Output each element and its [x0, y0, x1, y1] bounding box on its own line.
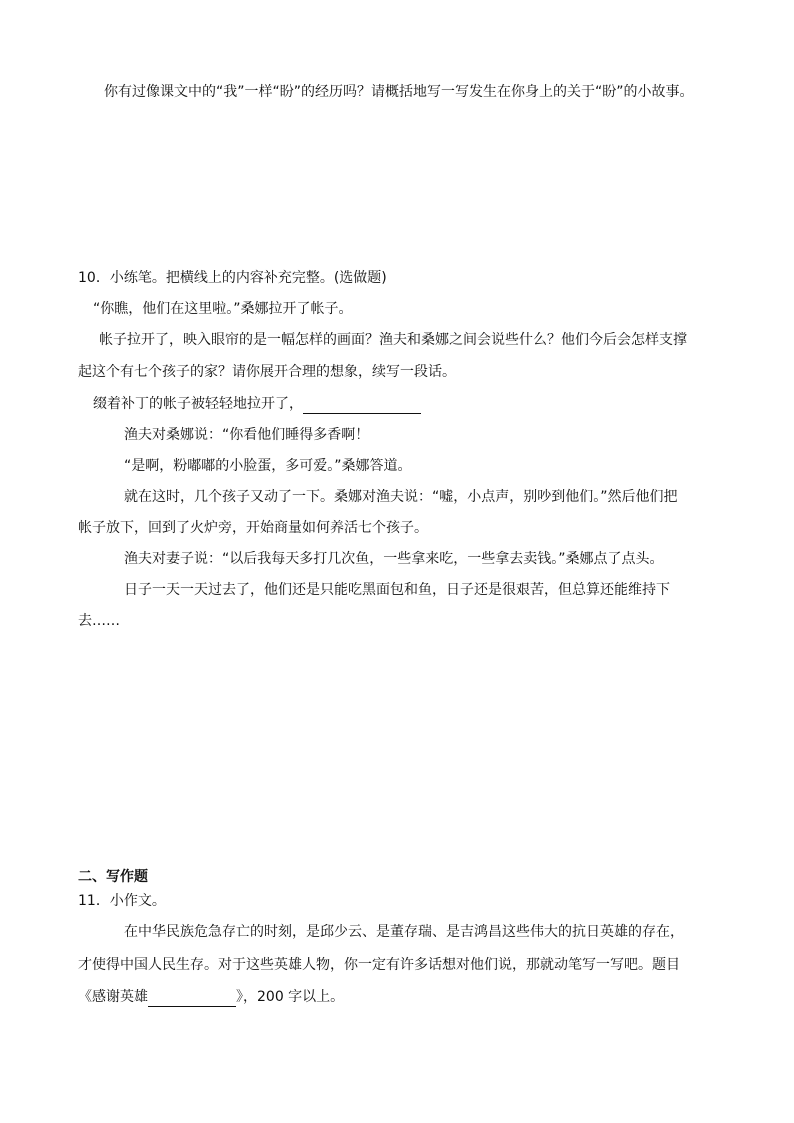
q10-start-line: [93, 394, 421, 414]
q10-instruction-line-2: 起这个有七个孩子的家？请你展开合理的想象，续写一段话。: [78, 364, 456, 380]
q10-para-5b: 去……: [78, 613, 120, 629]
q10-heading: 10．小练笔。把横线上的内容补充完整。(选做题): [78, 270, 387, 286]
q11-title-blank[interactable]: [148, 990, 236, 1007]
q11-line-3: [78, 987, 344, 1007]
section-2-heading: 二、写作题: [78, 869, 148, 885]
q10-para-5a: 日子一天一天过去了，他们还是只能吃黑面包和鱼，日子还是很艰苦，但总算还能维持下: [124, 582, 670, 598]
q11-line-1: 在中华民族危急存亡的时刻，是邱少云、是董存瑞、是吉鸿昌这些伟大的抗日英雄的存在，: [124, 924, 684, 940]
q10-quote: “你瞧，他们在这里啦。”桑娜拉开了帐子。: [93, 301, 353, 317]
q10-para-4: 渔夫对妻子说：“以后我每天多打几次鱼，一些拿来吃，一些拿去卖钱。”桑娜点了点头。: [124, 551, 664, 567]
q11-title-start: 《感谢英雄: [78, 989, 148, 1005]
q10-para-3a: 就在这时，几个孩子又动了一下。桑娜对渔夫说：“嘘，小点声，别吵到他们。”然后他们把: [124, 489, 678, 505]
q10-para-3b: 帐子放下，回到了火炉旁，开始商量如何养活七个孩子。: [78, 520, 428, 536]
q11-line-2: 才使得中国人民生存。对于这些英雄人物，你一定有许多话想对他们说，那就动笔写一写吧。题目: [78, 957, 680, 973]
q10-instruction-line-1: 帐子拉开了，映入眼帘的是一幅怎样的画面？渔夫和桑娜之间会说些什么？他们今后会怎样支撑: [99, 332, 687, 348]
q10-para-1: 渔夫对桑娜说：“你看他们睡得多香啊！: [124, 427, 370, 443]
q11-title-end: 》，200 字以上。: [236, 989, 345, 1005]
q10-answer-blank[interactable]: [303, 397, 421, 414]
q10-para-2: “是啊，粉嘟嘟的小脸蛋，多可爱。”桑娜答道。: [124, 458, 412, 474]
q10-start-text: 缀着补丁的帐子被轻轻地拉开了，: [93, 396, 303, 412]
q11-heading: 11．小作文。: [78, 893, 166, 909]
q9-prompt: 你有过像课文中的“我”一样“盼”的经历吗？请概括地写一写发生在你身上的关于“盼”的小故事。: [104, 84, 694, 100]
